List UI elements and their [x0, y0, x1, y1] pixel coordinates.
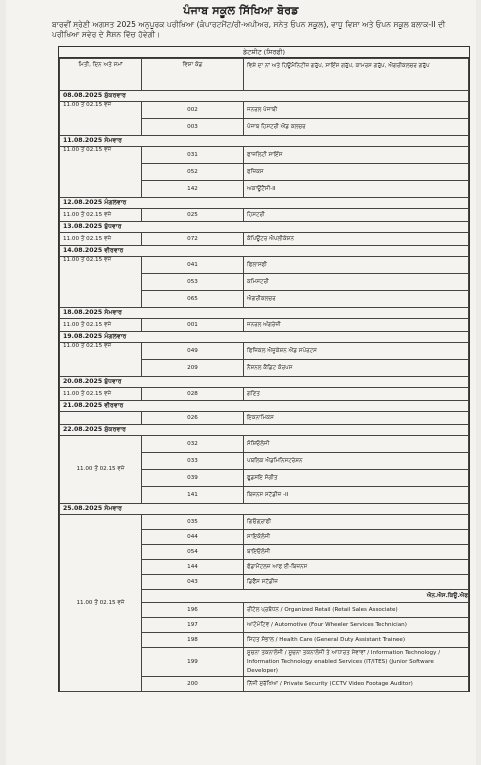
subject-name: ਅਕਾਊਂਟੈਂਸੀ-II — [244, 181, 469, 198]
subject-name: ਫਾਜ਼ਲਿਟੀ ਸਾਇੰਸ — [244, 147, 469, 164]
subject-name: ਗਿਓਗ੍ਰਾਫੀ — [244, 515, 469, 530]
exam-time: 11.00 ਤੋਂ 02.15 ਵਜੇ — [60, 319, 142, 332]
intro-text: ਬਾਰਵੀਂ ਸ੍ਰੇਣੀ ਅਗਸਤ 2025 ਅਨੁਪੂਰਕ ਪਰੀਖਿਆ (ਕੰਪਾਰਟਮੈਂਟ/ਰੀ-ਅਪੀਅਰ, ਸਨੇਤ ਓਪਨ ਸਕੂਲ), ਵਾਧੂ ਵਿਸ਼ਾ ਅਤੇ ਓਪਨ ਸਕੂਲ ਬਲਾਕ-II ਦੀ ਪਰੀਖਿਆ ਸਵੇਰ ਦੇ ਸੈਸ਼ਨ ਵਿੱਚ ਹੋਵੇਗੀ। — [52, 20, 446, 39]
subject-code: 049 — [142, 343, 244, 360]
subject-name: ਕੰਪਿਊਟਰ ਐਪਲੀਕੇਸ਼ਨ — [244, 233, 469, 246]
subject-row — [60, 147, 469, 164]
exam-date: 18.08.2025 ਸੋਮਵਾਰ — [60, 308, 469, 319]
subject-name: ਰੀਟੇਲ ਪ੍ਰਬੰਧਨ / Organized Retail (Retail Sales Associate) — [244, 603, 469, 618]
subject-code: 142 — [142, 181, 244, 198]
subject-code: 052 — [142, 164, 244, 181]
datesheet-table — [59, 58, 469, 692]
exam-date: 19.08.2025 ਮੰਗਲਵਾਰ — [60, 332, 469, 343]
board-title: ਪੰਜਾਬ ਸਕੂਲ ਸਿੱਖਿਆ ਬੋਰਡ — [183, 4, 299, 17]
subject-code: 141 — [142, 487, 244, 504]
exam-time: 11.00 ਤੋਂ 02.15 ਵਜੇ — [60, 343, 142, 377]
subject-code: 198 — [142, 633, 244, 648]
exam-date: 13.08.2025 ਬੁੱਧਵਾਰ — [60, 222, 469, 233]
subject-name: ਫਿਲਾਸਫੀ — [244, 257, 469, 274]
subject-row — [60, 319, 469, 332]
exam-time: 11.00 ਤੋਂ 02.15 ਵਜੇ — [60, 388, 142, 401]
exam-date: 20.08.2025 ਬੁੱਧਵਾਰ — [60, 377, 469, 388]
exam-time: 11.00 ਤੋਂ 02.15 ਵਜੇ — [60, 102, 142, 136]
subject-code: 044 — [142, 530, 244, 545]
subject-name: ਬਾਇਓਲੋਜੀ — [244, 545, 469, 560]
subject-code: 144 — [142, 560, 244, 575]
subject-code: 035 — [142, 515, 244, 530]
subject-code: 028 — [142, 388, 244, 401]
date-row — [60, 198, 469, 209]
subject-name: ਜਨਰਲ ਅੰਗਰੇਜ਼ੀ — [244, 319, 469, 332]
exam-date: 22.08.2025 ਸ਼ੁੱਕਰਵਾਰ — [60, 425, 469, 436]
exam-date: 21.08.2025 ਵੀਰਵਾਰ — [60, 401, 469, 412]
subject-code: 200 — [142, 677, 244, 692]
subject-name: ਹਿਸਟਰੀ — [244, 209, 469, 222]
date-row — [60, 222, 469, 233]
subject-name: ਸਿਹਤ ਸੰਭਾਲ / Health Care (General Duty Assistant Trainee) — [244, 633, 469, 648]
subject-name: ਆਟੋਮੋਟਿਵ / Automotive (Four Wheeler Services Technician) — [244, 618, 469, 633]
subject-code: 001 — [142, 319, 244, 332]
date-row — [60, 332, 469, 343]
subject-code: 003 — [142, 119, 244, 136]
subject-name: ਫਿਜ਼ਿਕਲ ਐਜੂਕੇਸ਼ਨ ਐਂਡ ਸਪੋਰਟਸ — [244, 343, 469, 360]
subject-row — [60, 436, 469, 453]
subject-code: 031 — [142, 147, 244, 164]
subject-code: 033 — [142, 453, 244, 470]
subject-code: 002 — [142, 102, 244, 119]
exam-time: 11.00 ਤੋਂ 02.15 ਵਜੇ — [60, 436, 142, 504]
subject-code: 072 — [142, 233, 244, 246]
subject-name: ਸਾਇਕੋਲੋਜੀ — [244, 530, 469, 545]
subject-row — [60, 209, 469, 222]
subject-name: ਐਗਰੀਕਲਚਰ — [244, 291, 469, 308]
subject-name: ਪੰਜਾਬ ਹਿਸਟਰੀ ਐਂਡ ਕਲਚਰ — [244, 119, 469, 136]
header-code: ਵਿਸ਼ਾ ਕੋਡ — [142, 59, 244, 91]
exam-time: 11.00 ਤੋਂ 02.15 ਵਜੇ — [60, 147, 142, 198]
header-date: ਮਿਤੀ, ਦਿਨ ਅਤੇ ਸਮਾਂ — [60, 59, 142, 91]
exam-time — [60, 412, 142, 425]
subject-code: 039 — [142, 470, 244, 487]
document-page — [6, 0, 476, 765]
exam-date: 12.08.2025 ਮੰਗਲਵਾਰ — [60, 198, 469, 209]
subject-name: ਨਿੱਜੀ ਸੁਰੱਖਿਆ / Private Security (CCTV Video Footage Auditor) — [244, 677, 469, 692]
subject-row — [60, 257, 469, 274]
subject-name: ਇਕਨਾਮਿਕਸ — [244, 412, 469, 425]
subject-name: ਫਜ਼ਿਕਸ — [244, 164, 469, 181]
subject-code: 025 — [142, 209, 244, 222]
subject-name: ਫੂਡਸਇ ਸੰਗੀਤ — [244, 470, 469, 487]
date-row — [60, 425, 469, 436]
subject-code: 026 — [142, 412, 244, 425]
date-row — [60, 504, 469, 515]
exam-time: 11.00 ਤੋਂ 02.15 ਵਜੇ — [60, 233, 142, 246]
date-row — [60, 246, 469, 257]
subject-name: ਨੈਸ਼ਨਲ ਕੈਡਿਟ ਕੋਰਪਸ — [244, 360, 469, 377]
date-row — [60, 136, 469, 147]
subject-name: ਪਬਲਿਕ ਐਡਮਿਨਿਸਟਰੇਸ਼ਨ — [244, 453, 469, 470]
exam-date: 25.08.2025 ਸੋਮਵਾਰ — [60, 504, 469, 515]
header-row — [60, 59, 469, 91]
exam-date: 08.08.2025 ਸ਼ੁੱਕਰਵਾਰ — [60, 91, 469, 102]
subject-row — [60, 412, 469, 425]
subject-name: ਫੰਡਾਮੈਂਟਲਜ਼ ਆਫ ਈ-ਬਿਜ਼ਨਸ — [244, 560, 469, 575]
date-row — [60, 91, 469, 102]
datesheet-title: ਡੇਟਸ਼ੀਟ (ਸਿਰਫੀ) — [59, 47, 469, 58]
exam-date: 14.08.2025 ਵੀਰਵਾਰ — [60, 246, 469, 257]
subject-code: 196 — [142, 603, 244, 618]
subject-code: 053 — [142, 274, 244, 291]
subject-name: ਡਿਫੈਂਸ ਸਟੱਡੀਜ਼ — [244, 575, 469, 590]
subject-name: ਸੋਸ਼ਿਓਲੋਜੀ — [244, 436, 469, 453]
subject-code: 197 — [142, 618, 244, 633]
subject-name: ਬਿਜ਼ਨਸ ਸਟੱਡੀਜ਼ -II — [244, 487, 469, 504]
exam-time: 11.00 ਤੋਂ 02.15 ਵਜੇ — [60, 209, 142, 222]
subject-row — [60, 102, 469, 119]
subject-row — [60, 233, 469, 246]
exam-time: 11.00 ਤੋਂ 02.15 ਵਜੇ — [60, 257, 142, 308]
subject-row — [60, 343, 469, 360]
header-subject: ਵਿਸ਼ੇ ਦਾ ਨਾਂ ਅਤੇ ਹਿਊਮੈਨਿਟੀਜ਼ ਗਰੁੱਪ, ਸਾਇੰਸ ਗਰੁੱਪ, ਕਾਮਰਸ ਗਰੁੱਪ, ਐਗਰੀਕਲਚਰ ਗਰੁੱਪ — [244, 59, 469, 91]
subject-code: 041 — [142, 257, 244, 274]
exam-date: 11.08.2025 ਸੋਮਵਾਰ — [60, 136, 469, 147]
subject-row — [60, 388, 469, 401]
subject-code: 209 — [142, 360, 244, 377]
subject-code: 054 — [142, 545, 244, 560]
date-row — [60, 401, 469, 412]
subject-row — [60, 515, 469, 530]
date-row — [60, 377, 469, 388]
subject-name: ਕਮਿਸਟਰੀ — [244, 274, 469, 291]
subject-code: 065 — [142, 291, 244, 308]
date-row — [60, 308, 469, 319]
subject-name: ਗਣਿਤ — [244, 388, 469, 401]
subject-code: 199 — [142, 648, 244, 677]
subject-name: ਸੂਚਨਾ ਤਕਨਾਲੋਜੀ / ਸੂਚਨਾ ਤਕਨਾਲੋਜੀ ਤੇ ਆਧਾਰਤ ਸੇਵਾਵਾਂ / Information Technology / Information Technology enabled Services (IT/ITES) (Junior Software Developer) — [244, 648, 469, 677]
subject-code: 043 — [142, 575, 244, 590]
exam-time: 11.00 ਤੋਂ 02.15 ਵਜੇ — [60, 515, 142, 692]
datesheet — [58, 46, 470, 692]
subject-name: ਜਨਰਲ ਪੰਜਾਬੀ — [244, 102, 469, 119]
group-heading: ਐਨ.ਐਸ.ਕਿਊ.ਐਫ — [142, 590, 469, 603]
subject-code: 032 — [142, 436, 244, 453]
